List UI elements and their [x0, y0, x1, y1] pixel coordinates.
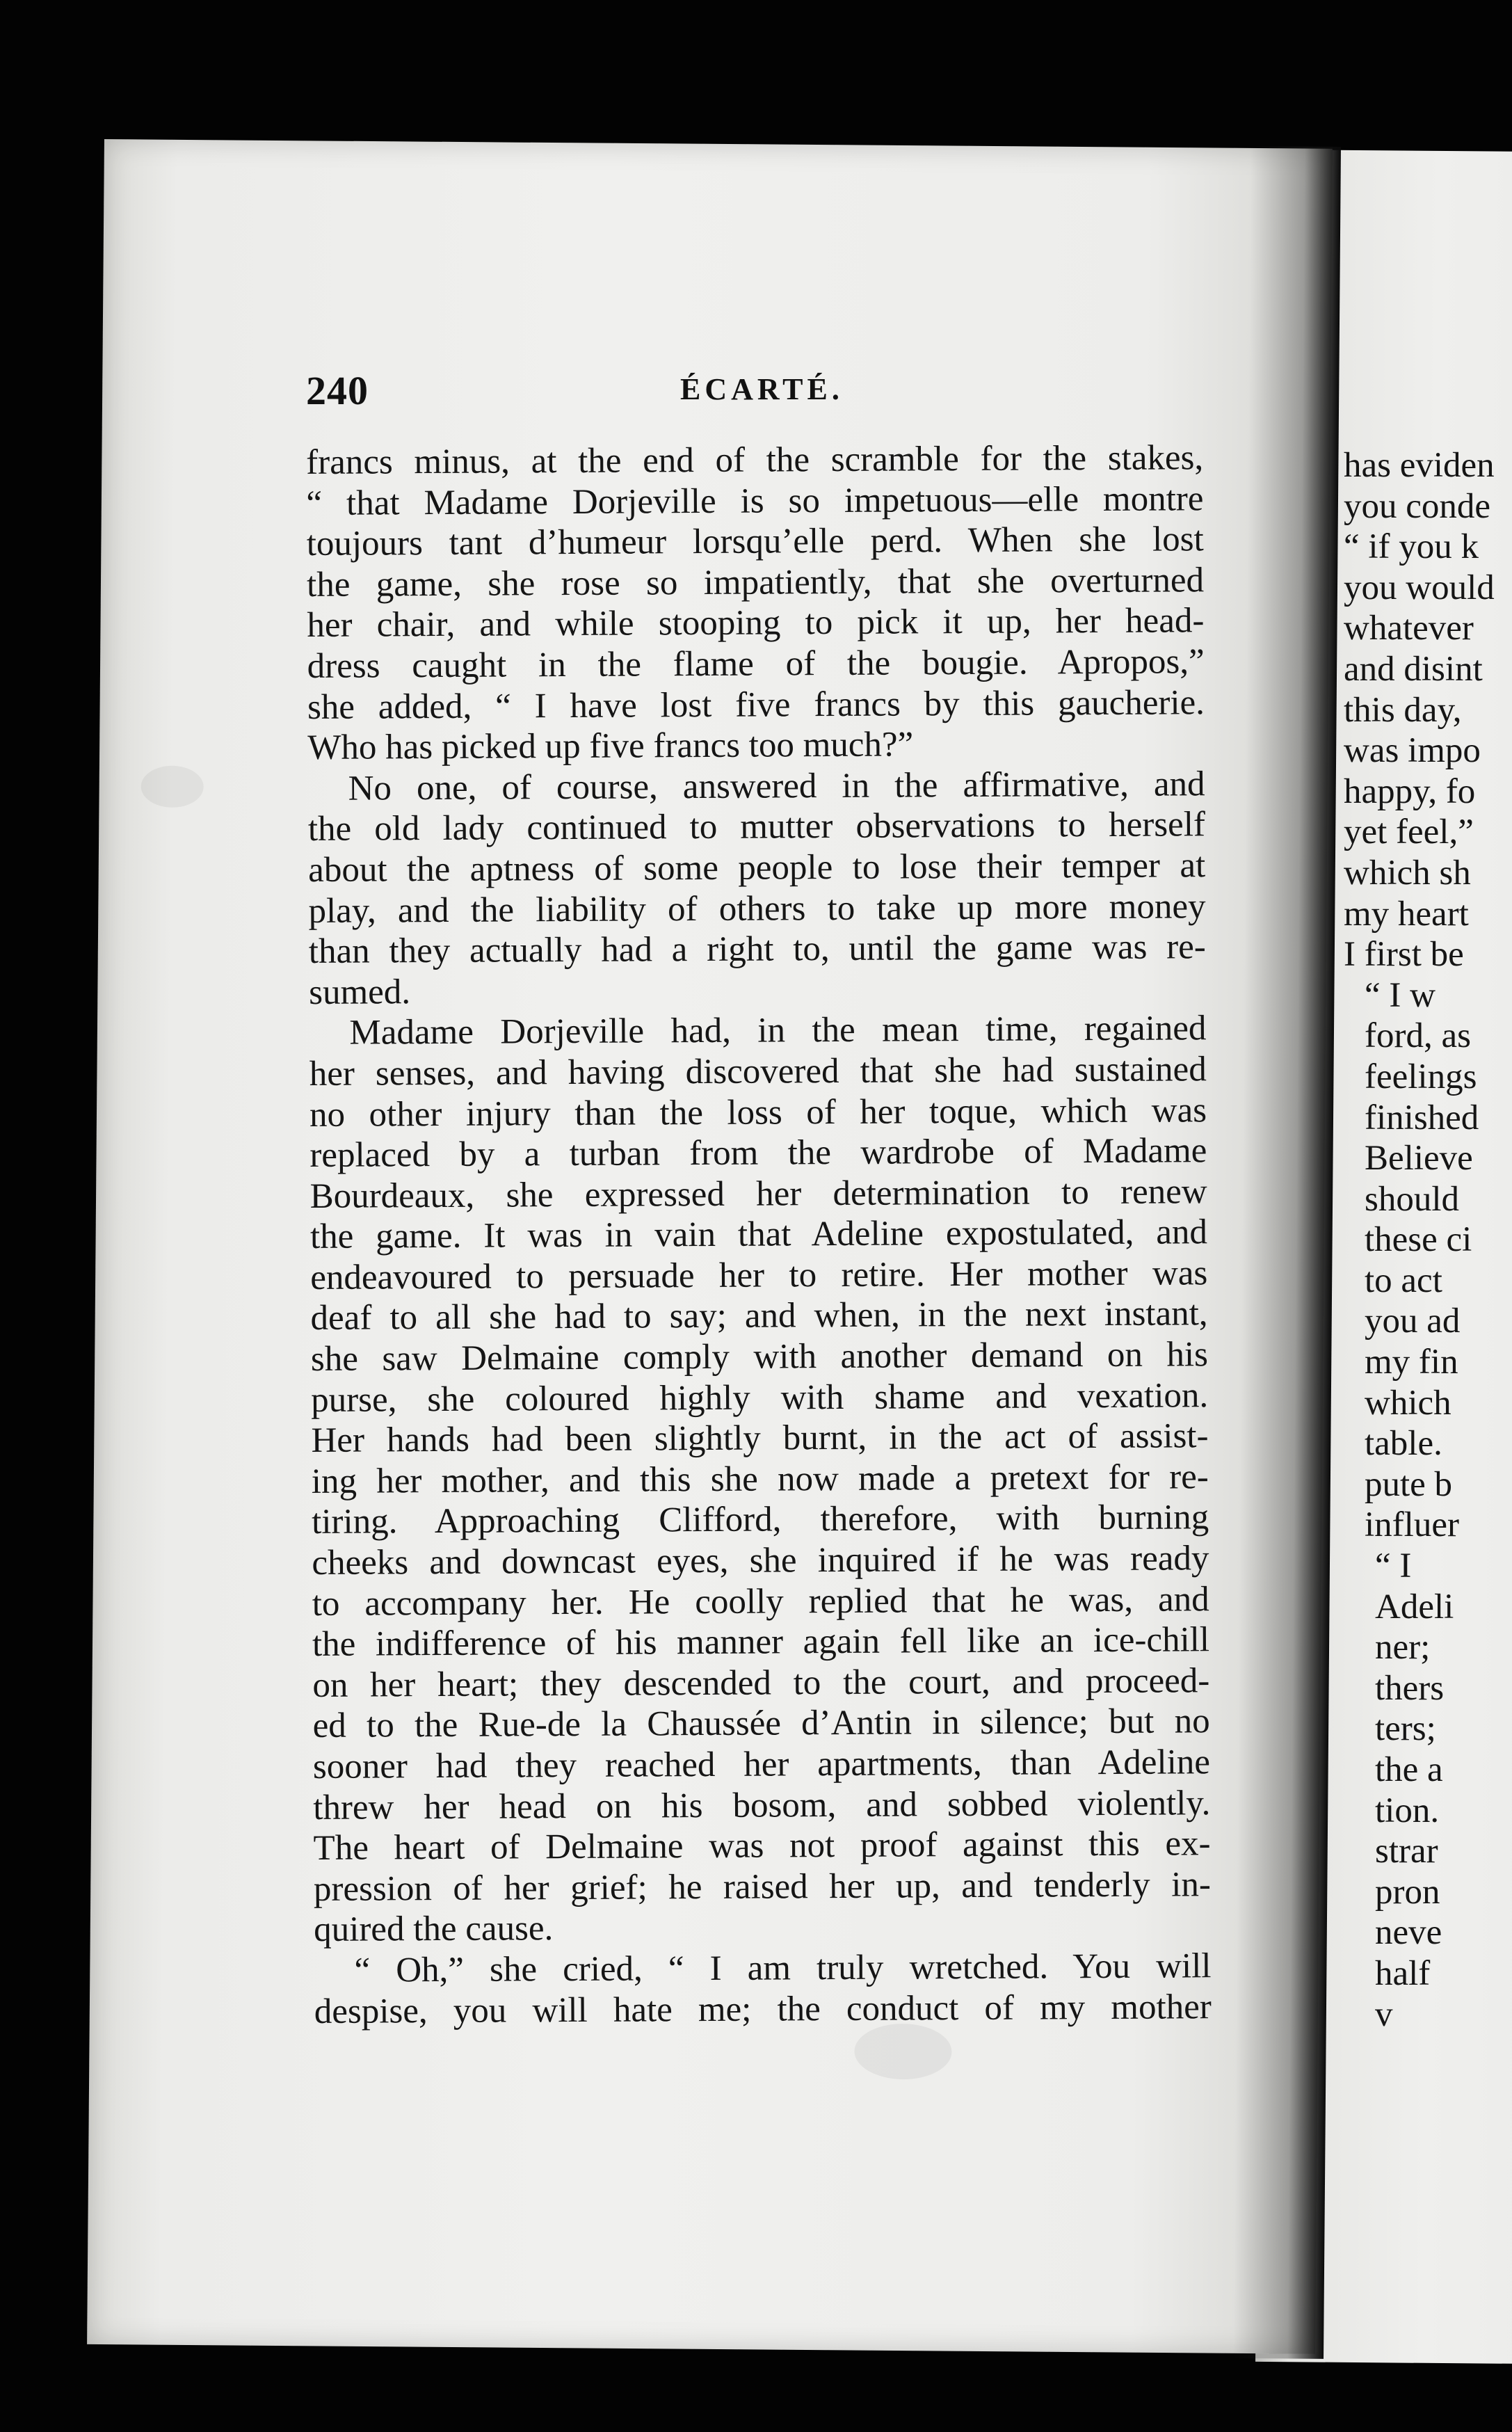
text-line: tiring. Approaching Clifford, therefore, with burning: [311, 1498, 1209, 1542]
right-page-line-fragment: pute b: [1365, 1464, 1453, 1504]
right-page-line-fragment: to act: [1365, 1261, 1442, 1300]
text-line: cheeks and downcast eyes, she inquired if he was ready: [312, 1539, 1209, 1583]
right-page-line-fragment: my fin: [1365, 1343, 1458, 1382]
right-page-text-fragments: [1344, 445, 1512, 2035]
text-line: pression of her grief; he raised her up, and tenderly in-: [313, 1864, 1212, 1909]
text-line: the old lady continued to mutter observations to herself: [307, 805, 1206, 849]
right-page-line-fragment: “ I: [1375, 1546, 1412, 1586]
right-page-line-fragment: Adeli: [1375, 1587, 1454, 1626]
text-line: the game, she rose so impatiently, that she overturned: [306, 561, 1205, 605]
right-page-line-fragment: feelings: [1365, 1057, 1477, 1096]
text-line: “ that Madame Dorjeville is so impetuous—elle montre: [306, 479, 1204, 523]
text-line: no other injury than the loss of her toque, which was: [309, 1090, 1207, 1135]
right-page-line-fragment: and disint: [1344, 649, 1483, 689]
right-page-line-fragment: finished: [1365, 1098, 1479, 1137]
text-line: toujours tant d’humeur lorsqu’elle perd. When she lost: [306, 520, 1204, 564]
text-line: despise, you will hate me; the conduct of my mother: [314, 1987, 1212, 2031]
right-page-line-fragment: you would: [1344, 568, 1495, 607]
right-page-line-fragment: the a: [1375, 1750, 1443, 1789]
text-line: threw her head on his bosom, and sobbed violently.: [313, 1783, 1211, 1827]
right-page-line-fragment: tion.: [1375, 1791, 1440, 1830]
text-line: to accompany her. He coolly replied that he was, and: [312, 1579, 1209, 1624]
right-page-line-fragment: these ci: [1365, 1220, 1472, 1260]
right-page-line-fragment: ford, as: [1365, 1016, 1471, 1056]
right-page-line-fragment: Believe: [1365, 1139, 1473, 1178]
text-line: she saw Delmaine comply with another demand on his: [310, 1335, 1209, 1379]
text-line: her senses, and having discovered that she had sustained: [309, 1050, 1207, 1094]
text-line: she added, “ I have lost five francs by this gaucherie.: [307, 682, 1205, 727]
text-line: ed to the Rue-de la Chaussée d’Antin in silence; but no: [312, 1702, 1210, 1746]
right-page-line-fragment: influer: [1365, 1505, 1459, 1545]
paper-smudge: [140, 765, 203, 808]
page-number: 240: [306, 368, 369, 413]
text-line: purse, she coloured highly with shame and vexation.: [311, 1375, 1209, 1420]
right-page-line-fragment: you conde: [1344, 486, 1491, 526]
text-line: the game. It was in vain that Adeline expostulated, and: [309, 1213, 1208, 1257]
right-page-line-fragment: ters;: [1375, 1709, 1436, 1749]
text-line: dress caught in the flame of the bougie. Apropos,”: [307, 642, 1205, 686]
right-page-line-fragment: happy, fo: [1344, 771, 1476, 811]
right-page-line-fragment: you ad: [1365, 1302, 1461, 1341]
right-page-line-fragment: whatever: [1344, 609, 1474, 648]
right-page-line-fragment: neve: [1375, 1913, 1442, 1953]
right-page-line-fragment: my heart: [1344, 894, 1469, 934]
right-page-line-fragment: has eviden: [1344, 446, 1495, 485]
text-line: sooner had they reached her apartments, than Adeline: [312, 1743, 1211, 1786]
text-line: replaced by a turban from the wardrobe of Madame: [309, 1131, 1207, 1176]
right-page-line-fragment: “ I w: [1365, 975, 1435, 1015]
right-page-line-fragment: strar: [1375, 1832, 1438, 1871]
page-header: [306, 367, 1210, 416]
right-page-line-fragment: pron: [1375, 1872, 1440, 1912]
right-page-line-fragment: should: [1365, 1179, 1460, 1219]
right-page-line-fragment: v: [1375, 1994, 1393, 2034]
right-page-line-fragment: this day,: [1344, 690, 1462, 730]
right-page-line-fragment: “ if you k: [1344, 527, 1479, 567]
page-body-text: [306, 438, 1212, 2032]
right-page-line-fragment: was impo: [1344, 731, 1481, 771]
text-line: quired the cause.: [314, 1909, 554, 1950]
text-line: No one, of course, answered in the affirmative, and: [348, 764, 1205, 808]
right-page-line-fragment: yet feel,”: [1344, 813, 1474, 852]
text-line: Bourdeaux, she expressed her determination to renew: [309, 1171, 1207, 1216]
text-line: The heart of Delmaine was not proof against this ex-: [313, 1824, 1211, 1869]
text-line: than they actually had a right to, until the game was re-: [308, 927, 1206, 972]
text-line: on her heart; they descended to the court, and proceed-: [312, 1661, 1210, 1705]
text-line: Her hands had been slightly burnt, in the act of assist-: [311, 1416, 1209, 1461]
text-line: play, and the liability of others to take up more money: [308, 886, 1206, 931]
running-head: ÉCARTÉ.: [680, 372, 844, 406]
right-page-line-fragment: ner;: [1375, 1628, 1431, 1667]
text-line: sumed.: [308, 972, 411, 1012]
text-line: deaf to all she had to say; and when, in the next instant,: [310, 1294, 1208, 1338]
text-line: about the aptness of some people to lose their temper at: [308, 846, 1206, 890]
right-page-line-fragment: I first be: [1344, 935, 1464, 975]
right-page-line-fragment: thers: [1375, 1668, 1445, 1708]
text-line: Madame Dorjeville had, in the mean time, regained: [349, 1009, 1207, 1053]
text-line: “ Oh,” she cried, “ I am truly wretched. You will: [354, 1946, 1212, 1990]
right-page-line-fragment: which: [1365, 1383, 1451, 1423]
book-gutter: [1233, 146, 1341, 2359]
text-line: her chair, and while stooping to pick it up, her head-: [307, 601, 1205, 646]
right-page-line-fragment: which sh: [1344, 853, 1471, 893]
right-page-line-fragment: half: [1375, 1953, 1431, 1993]
text-line: the indifference of his manner again fell like an ice-chill: [312, 1620, 1210, 1665]
text-line: francs minus, at the end of the scramble for the stakes,: [306, 438, 1204, 482]
text-line: Who has picked up five francs too much?”: [307, 725, 914, 768]
text-line: ing her mother, and this she now made a pretext for re-: [311, 1457, 1209, 1501]
paper-smudge: [854, 2024, 952, 2080]
right-page-line-fragment: table.: [1365, 1424, 1442, 1464]
text-line: endeavoured to persuade her to retire. Her mother was: [310, 1254, 1208, 1297]
